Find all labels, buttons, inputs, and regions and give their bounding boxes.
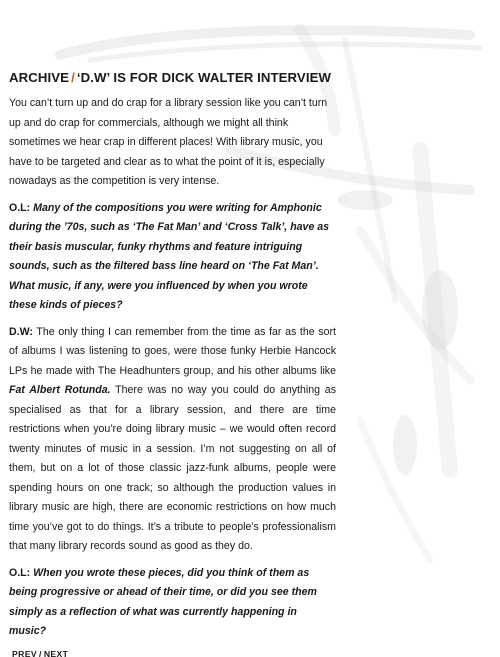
page-title	[9, 69, 336, 87]
question-paragraph-1	[9, 199, 336, 316]
answer-text-1a: The only thing I can remember from the time as far as the sort of albums I was listening to goes, were those funky Herbie Hancock LPs he made with The Headhunters group, and his other albums like	[9, 325, 336, 377]
speaker-label-dw: D.W:	[9, 325, 33, 338]
answer-text-1b: There was no way you could do anything as specialised as that for a library session, and there are time restrictions when you’re doing library music – we would often record twenty minutes of music in a session. I’m not suggesting on all of them, but on a lot of those classic jazz-funk albums, people were spending hours on one track; so although the production values in library music are high, there are economic restrictions on how much time you’ve got to do things. It’s a tribute to people’s professionalism that many library records sound as good as they do.	[9, 384, 336, 552]
album-title: Fat Albert Rotunda.	[9, 384, 111, 396]
section-label: ARCHIVE	[9, 70, 70, 85]
question-paragraph-2	[9, 564, 336, 642]
title-separator: /	[71, 70, 75, 85]
speaker-label-ol-2: O.L:	[9, 566, 31, 579]
question-text-2: When you wrote these pieces, did you think of them as being progressive or ahead of their time, or did you see them simply as a reflection of what was currently happening in music?	[9, 566, 317, 637]
question-text-1: Many of the compositions you were writing for Amphonic during the ’70s, such as ‘The Fat Man’ and ‘Cross Talk’, have as their basis muscular, funky rhythms and feature intriguing sounds, such as the filtered bass line heard on ‘The Fat Man’. What music, if any, were you influenced by when you wrote these kinds of pieces?	[9, 201, 330, 311]
article-title: ‘D.W’ IS FOR DICK WALTER INTERVIEW	[76, 70, 332, 85]
answer-paragraph-1	[9, 323, 336, 557]
prev-link[interactable]: PREV	[12, 648, 38, 657]
next-link[interactable]: NEXT	[43, 648, 69, 657]
speaker-label-ol: O.L:	[9, 201, 31, 214]
intro-paragraph: You can’t turn up and do crap for a library session like you can’t turn up and do crap for commercials, although we might all think sometimes we hear crap in different places! With library music, you have to be targeted and clear as to what the point of it is, especially nowadays as the competition is very intense.	[9, 97, 328, 187]
nav-separator: /	[39, 648, 42, 657]
article-container	[9, 69, 336, 657]
pagination-nav	[9, 649, 336, 657]
